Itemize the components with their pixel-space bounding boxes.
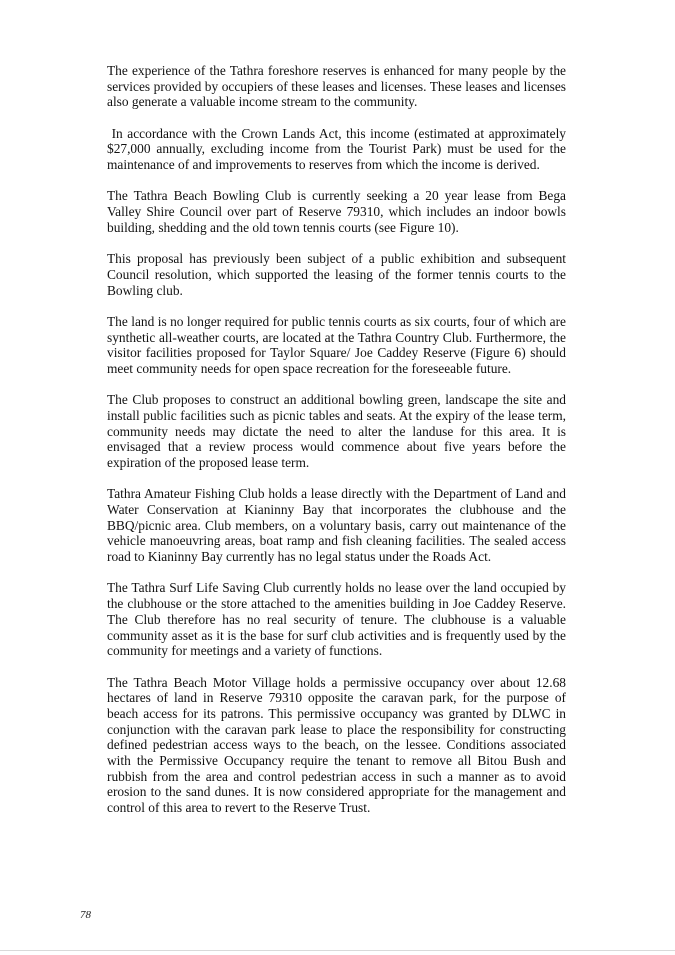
paragraph-fishing-club: Tathra Amateur Fishing Club holds a lease directly with the Department of Land and Water Conservation at Kianinny Bay that incorporates the clubhouse and the BBQ/picnic area. Club members, on a voluntary basis, carry out maintenance of the vehicle manoeuvring areas, boat ramp and fish cleaning facilities. The sealed access road to Kianinny Bay currently has no legal status under the Roads Act. — [107, 486, 566, 565]
paragraph-surf-club: The Tathra Surf Life Saving Club currently holds no lease over the land occupied by the clubhouse or the store attached to the amenities building in Joe Caddey Reserve. The Club therefore has no real security of tenure. The clubhouse is a valuable community asset as it is the base for surf club activities and is frequently used by the community for meetings and a variety of functions. — [107, 580, 566, 659]
paragraph-foreshore-leases: The experience of the Tathra foreshore reserves is enhanced for many people by the services provided by occupiers of these leases and licenses. These leases and licenses also generate a valuable income stream to the community. — [107, 63, 566, 110]
paragraph-public-exhibition: This proposal has previously been subject of a public exhibition and subsequent Council resolution, which supported the leasing of the former tennis courts to the Bowling club. — [107, 251, 566, 298]
paragraph-motor-village: The Tathra Beach Motor Village holds a permissive occupancy over about 12.68 hectares of land in Reserve 79310 opposite the caravan park, for the purpose of beach access for its patrons. This permissive occupancy was granted by DLWC in conjunction with the caravan park lease to place the responsibility for constructing defined pedestrian access ways to the beach, on the lessee. Conditions associated with the Permissive Occupancy require the tenant to remove all Bitou Bush and rubbish from the area and control pedestrian access in such a manner as to avoid erosion to the sand dunes. It is now considered appropriate for the management and control of this area to revert to the Reserve Trust. — [107, 674, 566, 816]
paragraph-tennis-courts: The land is no longer required for public tennis courts as six courts, four of which are synthetic all-weather courts, are located at the Tathra Country Club. Furthermore, the visitor facilities proposed for Taylor Square/ Joe Caddey Reserve (Figure 6) should meet community needs for open space recreation for the foreseeable future. — [107, 313, 566, 376]
paragraph-bowling-green: The Club proposes to construct an additional bowling green, landscape the site and install public facilities such as picnic tables and seats. At the expiry of the lease term, community needs may dictate the need to alter the landuse for this area. It is envisaged that a review process would commence about five years before the expiration of the proposed lease term. — [107, 392, 566, 471]
body-text — [107, 63, 566, 831]
page-number: 78 — [80, 909, 91, 921]
page-bottom-divider — [0, 950, 675, 951]
paragraph-crown-lands-act: In accordance with the Crown Lands Act, this income (estimated at approximately $27,000 annually, excluding income from the Tourist Park) must be used for the maintenance of and improvements to reserves from which the income is derived. — [107, 125, 566, 173]
paragraph-bowling-club-lease: The Tathra Beach Bowling Club is currently seeking a 20 year lease from Bega Valley Shire Council over part of Reserve 79310, which includes an indoor bowls building, shedding and the old town tennis courts (see Figure 10). — [107, 188, 566, 235]
